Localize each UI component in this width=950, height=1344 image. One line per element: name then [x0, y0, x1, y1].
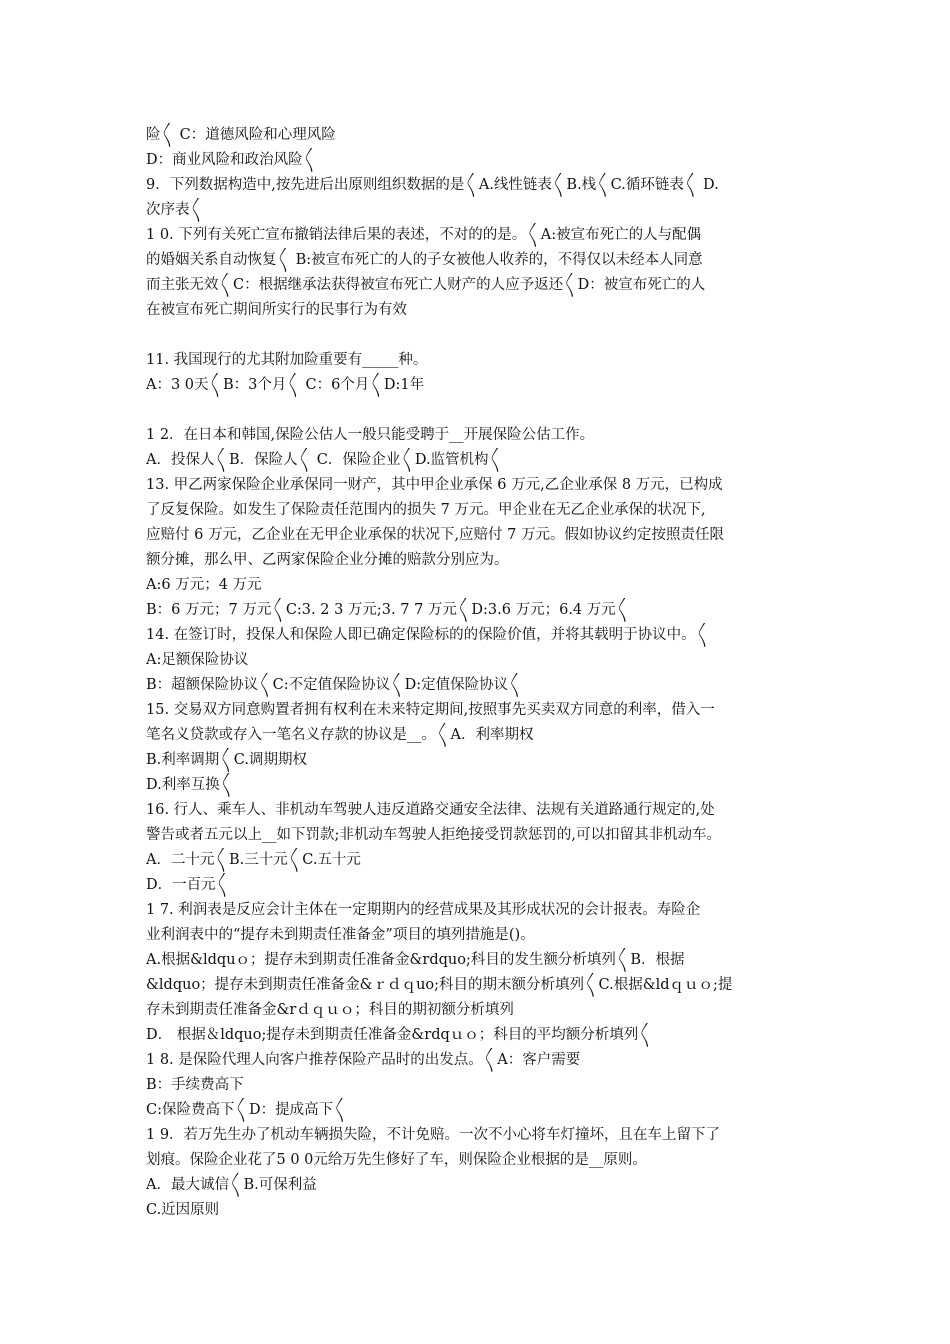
text-line: 11. 我国现行的尤其附加险重要有_____种。	[146, 352, 428, 368]
text-line: 1 2．在日本和韩国,保险公估人一般只能受聘于__开展保险公估工作。	[146, 427, 595, 443]
text-line: 次序表〱	[146, 202, 204, 218]
text-line: A:足额保险协议	[146, 652, 249, 668]
text-line: D：商业风险和政治风险〱	[146, 152, 318, 168]
text-line: 险〱 C：道德风险和心理风险	[146, 127, 336, 143]
text-line: 而主张无效〱C：根据继承法获得被宣布死亡人财产的人应予返还〱D：被宣布死亡的人	[146, 277, 706, 293]
text-line: B：手续费高下	[146, 1077, 244, 1093]
text-line: B.利率调期〱C.调期期权	[146, 752, 307, 768]
text-line: A:6 万元；4 万元	[146, 577, 262, 593]
text-line: 的婚姻关系自动恢复〱 B:被宣布死亡的人的子女被他人收养的，不得仅以未经本人同意	[146, 252, 703, 268]
blank-line	[146, 323, 806, 348]
text-line: C:保险费高下〱D：提成高下〱	[146, 1102, 348, 1118]
text-line: 了反复保险。如发生了保险责任范围内的损失 7 万元。甲企业在无乙企业承保的状况下,	[146, 502, 706, 518]
text-line: 9．下列数据构造中,按先进后出原则组织数据的是〱A.线性链表〱B.栈〱C.循环链表〱 D.	[146, 177, 719, 193]
text-line: B：6 万元；7 万元〱C:3. 2 3 万元;3. 7 7 万元〱D:3.6 万元；6.4 万元〱	[146, 602, 631, 618]
text-line: C.近因原则	[146, 1202, 220, 1218]
blank-line	[146, 398, 806, 423]
text-line: 1 7. 利润表是反应会计主体在一定期期内的经营成果及其形成状况的会计报表。寿险企	[146, 902, 701, 918]
text-line: 笔名义贷款或存入一笔名义存款的协议是__。〱A．利率期权	[146, 727, 534, 743]
text-line: A：3 0天〱B：3个月〱 C：6个月〱D:1年	[146, 377, 425, 393]
text-line: 应赔付 6 万元，乙企业在无甲企业承保的状况下,应赔付 7 万元。假如协议约定按照责任限	[146, 527, 724, 543]
text-line: 1 8. 是保险代理人向客户推荐保险产品时的出发点。〱A：客户需要	[146, 1052, 581, 1068]
text-line: A．二十元〱B.三十元〱C.五十元	[146, 852, 361, 868]
text-line: 划痕。保险企业花了5 0 0元给万先生修好了车，则保险企业根据的是__原则。	[146, 1152, 647, 1168]
text-line: 15. 交易双方同意购置者拥有权利在未来特定期间,按照事先买卖双方同意的利率，借入一	[146, 702, 715, 718]
text-line: A．最大诚信〱B.可保利益	[146, 1177, 317, 1193]
text-line: 13. 甲乙两家保险企业承保同一财产，其中甲企业承保 6 万元,乙企业承保 8 万元，已构成	[146, 477, 723, 493]
text-line: 额分摊，那么甲、乙两家保险企业分摊的赔款分别应为。	[146, 552, 509, 568]
text-line: 1 9．若万先生办了机动车辆损失险，不计免赔。一次不小心将车灯撞坏，且在车上留下了	[146, 1127, 721, 1143]
document-page	[146, 123, 806, 1223]
text-line: 在被宣布死亡期间所实行的民事行为有效	[146, 302, 407, 318]
text-line: D．一百元〱	[146, 877, 231, 893]
text-line: 1 0. 下列有关死亡宣布撤销法律后果的表述，不对的的是。〱A:被宣布死亡的人与配偶	[146, 227, 702, 243]
text-line: B：超额保险协议〱C:不定值保险协议〱D:定值保险协议〱	[146, 677, 523, 693]
text-line: A.根据&ldquｏ；提存未到期责任准备金&rdquo;科目的发生额分析填列〱B．根据	[146, 952, 685, 968]
text-line: 16. 行人、乘车人、非机动车驾驶人违反道路交通安全法律、法规有关道路通行规定的,处	[146, 802, 715, 818]
text-line: &ldquo；提存未到期责任准备金&ｒｄｑuo;科目的期末额分析填列〱C.根据&ldｑｕｏ;提	[146, 977, 733, 993]
text-line: D.利率互换〱	[146, 777, 235, 793]
text-line: A．投保人〱B．保险人〱 C．保险企业〱D.监管机构〱	[146, 452, 504, 468]
text-line: 14. 在签订时，投保人和保险人即已确定保险标的的保险价值，并将其载明于协议中。〱	[146, 627, 711, 643]
text-line: 存未到期责任准备金&rｄｑｕｏ；科目的期初额分析填列	[146, 1002, 514, 1018]
text-line: 业利润表中的“提存未到期责任准备金”项目的填列措施是()。	[146, 927, 535, 943]
text-line: 警告或者五元以上__如下罚款;非机动车驾驶人拒绝接受罚款惩罚的,可以扣留其非机动车。	[146, 827, 721, 843]
text-line: D． 根据＆ldquo;提存未到期责任准备金&rdqｕｏ；科目的平均额分析填列〱	[146, 1027, 653, 1043]
